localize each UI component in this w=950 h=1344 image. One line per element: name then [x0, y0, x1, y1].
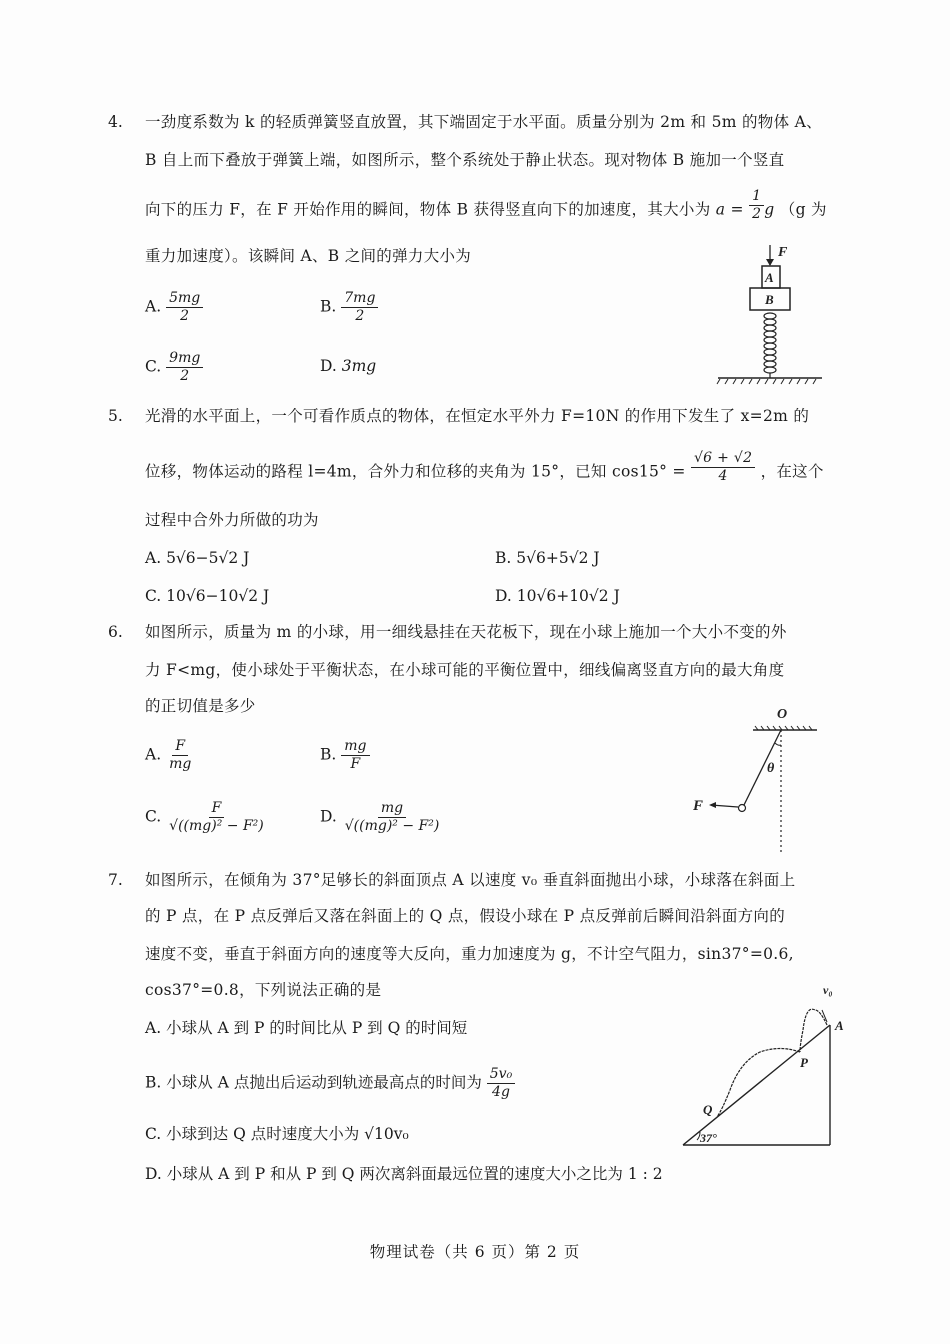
fraction: $\frac{1}{2}$ [749, 188, 764, 223]
option-d[interactable]: D. 10√6+10√2 J [495, 587, 620, 605]
svg-text:B: B [765, 292, 774, 307]
question-number: 4. [108, 113, 123, 131]
option-d[interactable]: D. $\frac{mg}{\text{√((mg)² − F²)}}$ [320, 800, 440, 834]
question-text: 的正切值是多少 [145, 697, 256, 715]
svg-text:F: F [778, 245, 788, 260]
svg-text:A: A [765, 270, 774, 285]
question-text: 向下的压力 F，在 F 开始作用的瞬间，物体 B 获得竖直向下的加速度，其大小为 a = $\frac{1}{2}$ g （g 为 [145, 188, 827, 222]
option-a[interactable]: A. 小球从 A 到 P 的时间比从 P 到 Q 的时间短 [145, 1019, 468, 1037]
question-text: 如图所示，质量为 m 的小球，用一细线悬挂在天花板下，现在小球上施加一个大小不变的外 [145, 623, 787, 641]
question-text: 如图所示，在倾角为 37°足够长的斜面顶点 A 以速度 v₀ 垂直斜面抛出小球，小球落在斜面上 [145, 871, 796, 889]
svg-text:O: O [777, 707, 788, 722]
option-d[interactable]: D. 3mg [320, 357, 377, 375]
option-b[interactable]: B. 小球从 A 点抛出后运动到轨迹最高点的时间为 $\frac{\text{5v₀}}{4g}$ [145, 1066, 515, 1101]
svg-text:v₀: v₀ [823, 983, 833, 997]
question-text: 光滑的水平面上，一个可看作质点的物体，在恒定水平外力 F=10N 的作用下发生了 x=2m 的 [145, 407, 810, 425]
option-b[interactable]: B. $\frac{mg}{F}$ [320, 738, 370, 773]
question-text: 过程中合外力所做的功为 [145, 511, 319, 529]
pendulum-diagram [685, 700, 825, 855]
svg-text:P: P [800, 1055, 808, 1070]
option-b[interactable]: B. 5√6+5√2 J [495, 549, 600, 567]
option-a[interactable]: A. 5√6−5√2 J [145, 549, 250, 567]
question-text: 力 F<mg，使小球处于平衡状态，在小球可能的平衡位置中，细线偏离竖直方向的最大角度 [145, 661, 785, 679]
option-b[interactable]: B. $\frac{7mg}{2}$ [320, 290, 378, 325]
question-text: 的 P 点，在 P 点反弹后又落在斜面上的 Q 点，假设小球在 P 点反弹前后瞬间沿斜面方向的 [145, 907, 786, 925]
question-text: 重力加速度）。该瞬间 A、B 之间的弹力大小为 [145, 247, 472, 265]
question-number: 5. [108, 407, 123, 425]
svg-text:A: A [835, 1018, 844, 1033]
svg-text:37°: 37° [700, 1131, 717, 1145]
svg-text:F: F [693, 798, 704, 814]
page-footer: 物理试卷（共 6 页）第 2 页 [369, 1243, 581, 1261]
incline-projectile-diagram [660, 980, 850, 1155]
question-text: 一劲度系数为 k 的轻质弹簧竖直放置，其下端固定于水平面。质量分别为 2m 和 5m 的物体 A、 [145, 113, 822, 131]
question-text: cos37°=0.8，下列说法正确的是 [145, 981, 382, 999]
question-text: 位移，物体运动的路程 l=4m，合外力和位移的夹角为 15°，已知 cos15° = $\frac{√6 + √2}{4}$ ，在这个 [145, 450, 824, 484]
option-c[interactable]: C. 小球到达 Q 点时速度大小为 √10v₀ [145, 1125, 409, 1143]
option-c[interactable]: C. 10√6−10√2 J [145, 587, 270, 605]
question-text: B 自上而下叠放于弹簧上端，如图所示，整个系统处于静止状态。现对物体 B 施加一个竖直 [145, 151, 785, 169]
question-number: 6. [108, 623, 123, 641]
fraction: $\frac{√6 + √2}{4}$ [691, 450, 755, 485]
option-c[interactable]: C. $\frac{9mg}{2}$ [145, 350, 203, 385]
question-text: 速度不变，垂直于斜面方向的速度等大反向，重力加速度为 g，不计空气阻力，sin37°=0.6, [145, 945, 794, 963]
svg-text:Q: Q [703, 1102, 713, 1117]
option-a[interactable]: A. $\frac{5mg}{2}$ [145, 290, 203, 325]
question-number: 7. [108, 871, 123, 889]
svg-text:θ: θ [767, 761, 775, 776]
option-a[interactable]: A. $\frac{F}{mg}$ [145, 738, 192, 772]
option-c[interactable]: C. $\frac{F}{\text{√((mg)² − F²)}}$ [145, 800, 264, 834]
spring-block-diagram [710, 240, 830, 385]
option-d[interactable]: D. 小球从 A 到 P 和从 P 到 Q 两次离斜面最远位置的速度大小之比为 1 : 2 [145, 1165, 663, 1183]
